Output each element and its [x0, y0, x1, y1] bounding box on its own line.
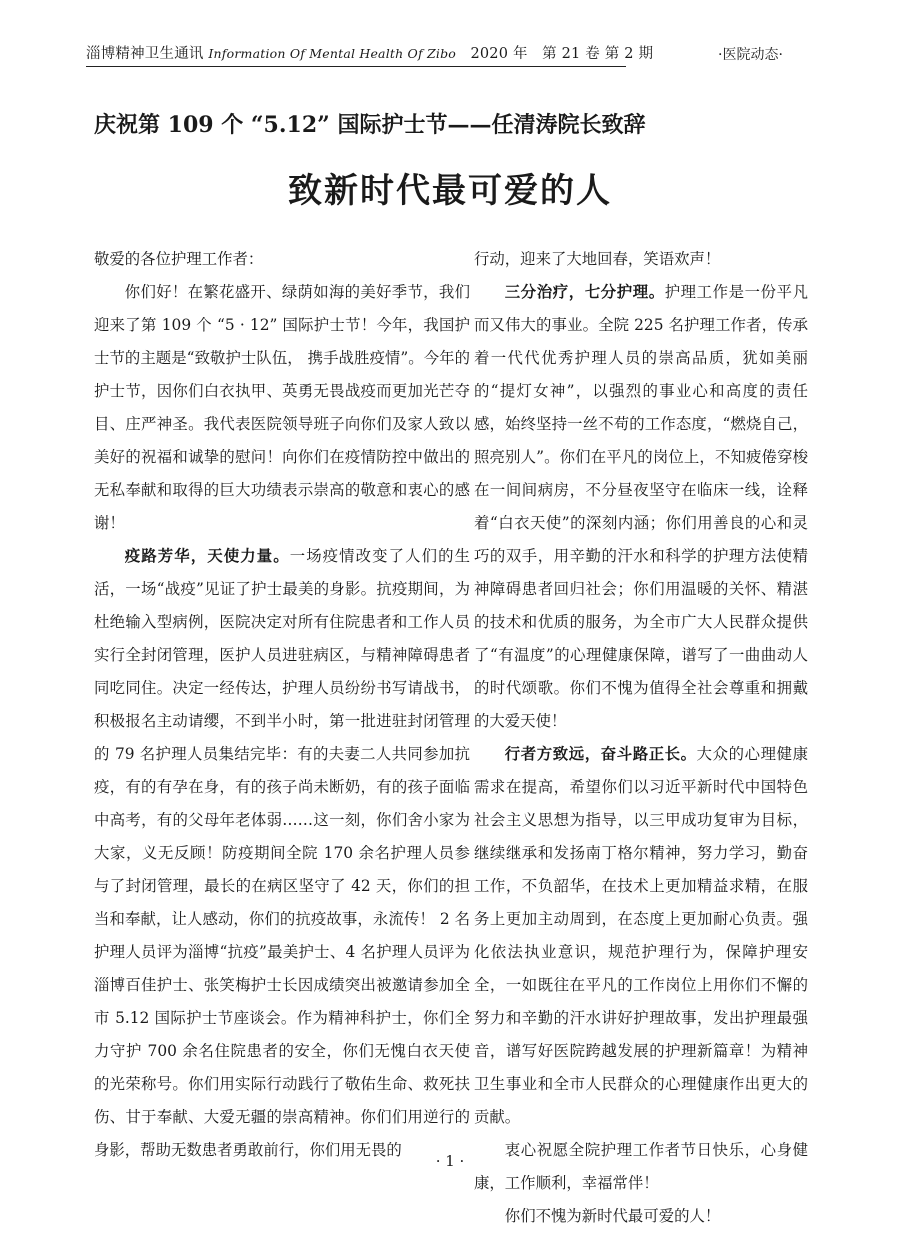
journal-line — [86, 46, 653, 62]
paragraph-nursing — [474, 276, 808, 738]
journal-year: 2020 年 — [470, 46, 528, 62]
journal-issue: 第 2 期 — [604, 46, 654, 62]
journal-name-cn: 淄博精神卫生通讯 — [86, 46, 204, 62]
salutation: 敬爱的各位护理工作者： — [94, 250, 264, 268]
paragraph-lead: 行者方致远，奋斗路正长。 — [504, 745, 697, 763]
section-label: ·医院动态· — [718, 47, 783, 63]
paragraph-wishes: 衷心祝愿全院护理工作者节日快乐，心身健康，工作顺利，幸福常伴！ — [474, 1141, 808, 1192]
paragraph-body: 一场疫情改变了人们的生活，一场“战疫”见证了护士最美的身影。抗疫期间，为杜绝输入型病例，医院决定对所有住院患者和工作人员实行全封闭管理，医护人员进驻病区，与精神障碍患者同吃同住。决定一经传达，护理人员纷纷书写请战书，积极报名主动请缨，不到半小时，第一批进驻封闭管理的 79 名护理人员集结完毕：有的夫妻二人共同参加抗疫，有的有孕在身，有的孩子尚未断奶，有的孩子面临中高考，有的父母年老体弱……这一刻，你们舍小家为大家，义无反顾！防疫期间全院 170 余名护理人员参与了封闭管理，最长的在病区坚守了 42 天，你们的担当和奉献，让人感动，你们的抗疫故事，永流传！ 2 名护理人员评为淄博“抗疫”最美护士、4 名护理人员评为淄博百佳护士、张笑梅护士长因成绩突出被邀请参加全市 5.12 国际护士节座谈会。作为精神科护士，你们全力守护 700 余名住院患者的安全，你们无愧白衣天使的光荣称号。你们用实际行动践行了敬佑生命、救死扶伤、甘于奉献、大爱无疆的崇高精神。你们们用逆行的身影，帮助无数患者勇敢前行，你们用无畏的 — [94, 547, 470, 1159]
paragraph-lead: 疫路芳华，天使力量。 — [124, 547, 290, 565]
article-title: 致新时代最可爱的人 — [288, 171, 612, 211]
page-header — [86, 42, 654, 67]
paragraph-epidemic-continued: 行动，迎来了大地回春，笑语欢声！ — [474, 250, 721, 268]
paragraph-lead: 三分治疗，七分护理。 — [504, 283, 665, 301]
paragraph-closing: 你们不愧为新时代最可爱的人！ — [504, 1207, 721, 1225]
paragraph-body: 大众的心理健康需求在提高，希望你们以习近平新时代中国特色社会主义思想为指导，以三甲成功复审为目标，继续继承和发扬南丁格尔精神，努力学习，勤奋工作，不负韶华，在技术上更加精益求精，在服务上更加主动周到，在态度上更加耐心负责。强化依法执业意识，规范护理行为，保障护理安全，一如既往在平凡的工作岗位上用你们不懈的努力和辛勤的汗水讲好护理故事，发出护理最强音，谱写好医院跨越发展的护理新篇章！为精神卫生事业和全市人民群众的心理健康作出更大的贡献。 — [474, 745, 808, 1126]
paragraph-epidemic — [94, 540, 470, 1167]
paragraph-greeting: 你们好！在繁花盛开、绿荫如海的美好季节，我们迎来了第 109 个 “5 · 12” 国际护士节！今年，我国护士节的主题是“致敬护士队伍， 携手战胜疫情”。今年的护士节，因你们白衣执甲、英勇无畏战疫而更加光芒夺目、庄严神圣。我代表医院领导班子向你们及家人致以美好的祝福和诚挚的慰问！向你们在疫情防控中做出的无私奉献和取得的巨大功绩表示崇高的敬意和衷心的感谢！ — [94, 283, 470, 532]
paragraph-future — [474, 738, 808, 1134]
left-column — [94, 243, 470, 1167]
article-subtitle: 庆祝第 109 个 “5.12” 国际护士节——任清涛院长致辞 — [94, 112, 646, 138]
journal-volume: 第 21 卷 — [542, 46, 600, 62]
paragraph-body: 护理工作是一份平凡而又伟大的事业。全院 225 名护理工作者，传承着一代代优秀护理人员的崇高品质，犹如美丽的“提灯女神”，以强烈的事业心和高度的责任感，始终坚持一丝不苟的工作态度，“燃烧自己，照亮别人”。你们在平凡的岗位上，不知疲倦穿梭在一间间病房，不分昼夜坚守在临床一线，诠释着“白衣天使”的深刻内涵；你们用善良的心和灵巧的双手，用辛勤的汗水和科学的护理方法使精神障碍患者回归社会；你们用温暖的关怀、精湛的技术和优质的服务，为全市广大人民群众提供了“有温度”的心理健康保障，谱写了一曲曲动人的时代颂歌。你们不愧为值得全社会尊重和拥戴的大爱天使！ — [474, 283, 808, 730]
right-column — [474, 243, 808, 1233]
journal-name-en: Information Of Mental Health Of Zibo — [208, 46, 457, 61]
page-number: · 1 · — [435, 1152, 465, 1170]
